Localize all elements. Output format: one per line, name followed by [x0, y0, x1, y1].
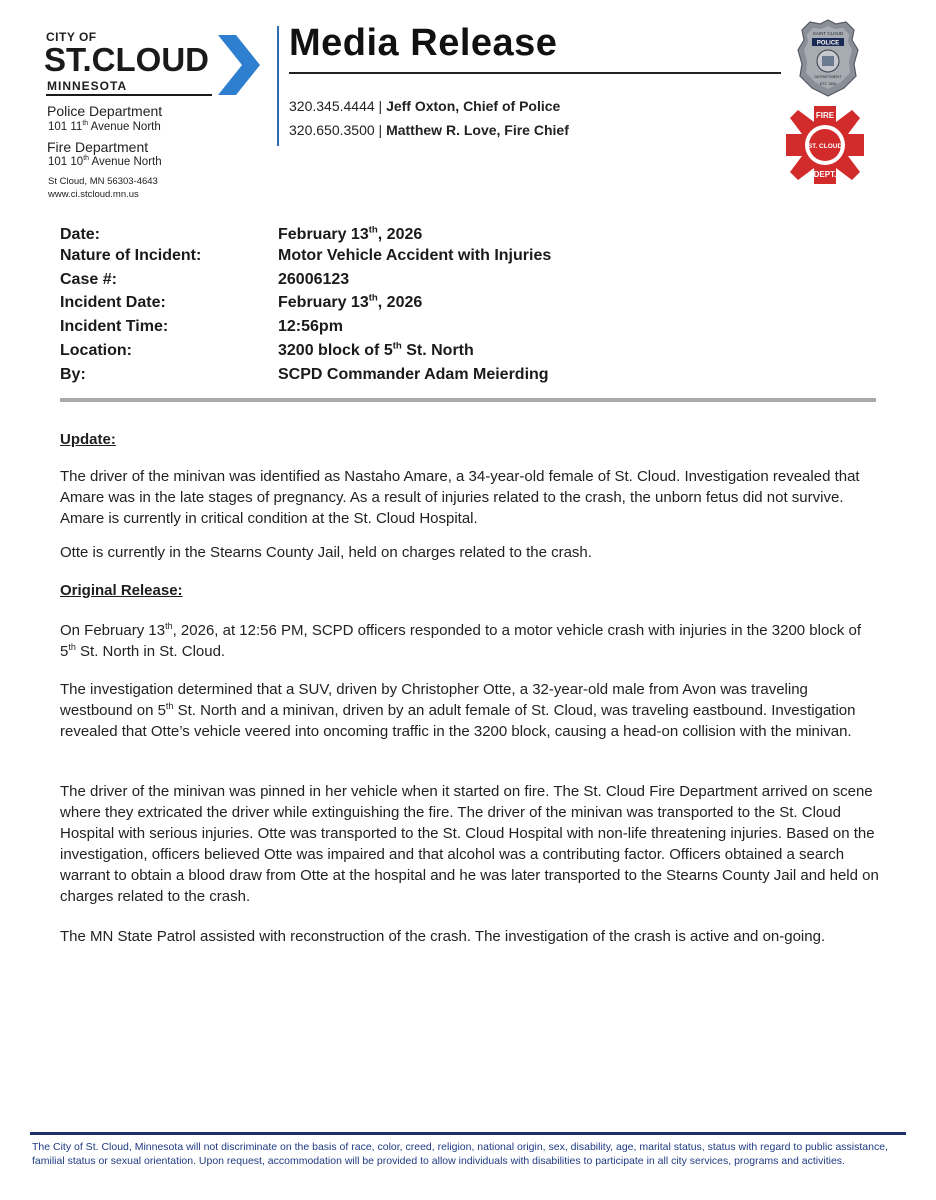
- fire-dept-logo-icon: [784, 104, 866, 186]
- case-value: 26006123: [278, 271, 350, 288]
- by-value: SCPD Commander Adam Meierding: [278, 366, 549, 383]
- header-divider: [277, 26, 279, 146]
- update-paragraph-1: The driver of the minivan was identified as Nastaho Amare, a 34-year-old female of St. Cloud. Investigation revealed that Amare was in the late stages of pregnancy. As a result of injuries related to the crash, the unborn fetus did not survive. Amare is currently in critical condition at the St. Cloud Hospital.: [60, 468, 860, 527]
- contact-fire: 320.650.3500 | Matthew R. Love, Fire Chief: [289, 122, 569, 138]
- svg-text:DEPT.: DEPT.: [813, 170, 837, 179]
- logo-underline: [46, 94, 212, 96]
- original-paragraph-3: The driver of the minivan was pinned in her vehicle when it started on fire. The St. Cloud Fire Department arrived on scene where they extricated the driver while extinguishing the fire. The driver of the minivan was transported to the St. Cloud Hospital with serious injuries. Otte was transported to the St. Cloud Hospital with non-life threatening injuries. Based on the investigation, officers believed Otte was impaired and that alcohol was a contributing factor. Officers obtained a search warrant to obtain a blood draw from Otte at the hospital and he was later transported to the Stearns County Jail and held on charges related to the crash.: [60, 783, 879, 905]
- nature-label: Nature of Incident:: [60, 247, 202, 264]
- date-label: Date:: [60, 226, 101, 243]
- logo-city-name: ST.CLOUD: [44, 41, 209, 78]
- update-paragraph-2: Otte is currently in the Stearns County Jail, held on charges related to the crash.: [60, 544, 592, 561]
- original-paragraph-2: The investigation determined that a SUV, driven by Christopher Otte, a 32-year-old male from Avon was traveling westbound on 5th St. North and a minivan, driven by an adult female of St. Cloud, was traveling eastbound. Investigation revealed that Otte’s vehicle veered into oncoming traffic in the 3200 block, causing a head-on collision with the minivan.: [60, 681, 856, 740]
- city-address: St Cloud, MN 56303-4643: [48, 176, 158, 187]
- chevron-arrow-icon: [214, 35, 262, 95]
- svg-text:EST. 1858: EST. 1858: [819, 82, 837, 86]
- by-label: By:: [60, 366, 86, 383]
- location-value: 3200 block of 5th St. North: [278, 340, 474, 359]
- fire-dept-title: Fire Department: [47, 139, 149, 155]
- svg-text:SAINT CLOUD: SAINT CLOUD: [812, 31, 844, 36]
- contact-police: 320.345.4444 | Jeff Oxton, Chief of Police: [289, 98, 561, 114]
- location-label: Location:: [60, 342, 132, 359]
- svg-text:POLICE: POLICE: [816, 40, 840, 47]
- update-heading: Update:: [60, 431, 116, 448]
- case-label: Case #:: [60, 271, 117, 288]
- section-divider: [60, 398, 876, 402]
- original-release-heading: Original Release:: [60, 582, 183, 599]
- website-link[interactable]: www.ci.stcloud.mn.us: [48, 189, 139, 200]
- footer-disclaimer: The City of St. Cloud, Minnesota will not discriminate on the basis of race, color, creed, religion, national origin, sex, disability, age, marital status, status with regard to public assistance, familial status or sexual orientation. Upon request, accommodation will be provided to allow individuals with disabilities to participate in all city services, programs and activities.: [32, 1141, 888, 1167]
- fire-dept-address: 101 10th Avenue North: [48, 155, 162, 168]
- nature-value: Motor Vehicle Accident with Injuries: [278, 247, 552, 264]
- svg-text:FIRE: FIRE: [815, 111, 835, 120]
- svg-text:ST. CLOUD: ST. CLOUD: [807, 143, 843, 150]
- police-dept-title: Police Department: [47, 103, 163, 119]
- incident-date-value: February 13th, 2026: [278, 292, 423, 311]
- date-value: February 13th, 2026: [278, 224, 423, 243]
- police-dept-address: 101 11th Avenue North: [48, 120, 161, 133]
- footer-divider: [30, 1132, 906, 1135]
- svg-text:DEPARTMENT: DEPARTMENT: [814, 74, 842, 79]
- original-paragraph-1: On February 13th, 2026, at 12:56 PM, SCPD officers responded to a motor vehicle crash with injuries in the 3200 block of 5th St. North in St. Cloud.: [60, 621, 862, 660]
- logo-city-of: CITY OF: [46, 30, 97, 44]
- incident-time-label: Incident Time:: [60, 318, 169, 335]
- police-badge-icon: [796, 18, 860, 98]
- logo-state: MINNESOTA: [47, 79, 128, 93]
- title-underline: [289, 72, 781, 74]
- incident-time-value: 12:56pm: [278, 318, 343, 335]
- original-paragraph-4: The MN State Patrol assisted with reconstruction of the crash. The investigation of the crash is active and on-going.: [60, 928, 826, 945]
- page-title: Media Release: [289, 22, 558, 64]
- incident-date-label: Incident Date:: [60, 294, 166, 311]
